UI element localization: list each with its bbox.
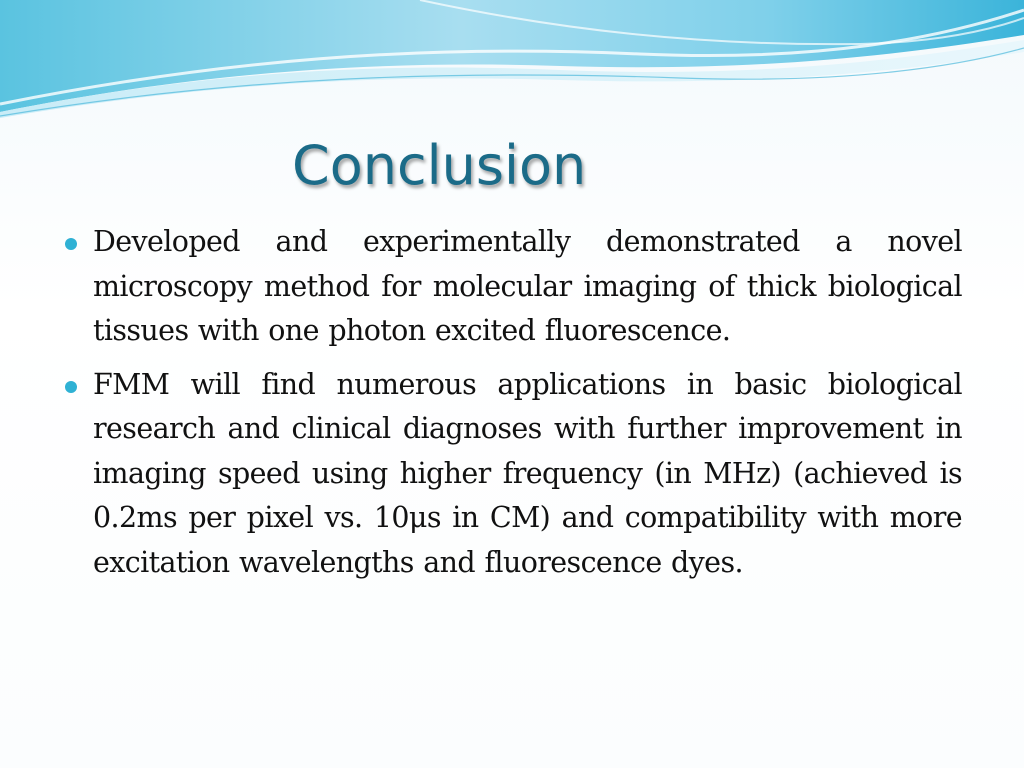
bullet-text: FMM will find numerous applications in basic biological research and clinical diagnoses with further improvement in imaging speed using higher frequency (in MHz) (achieved is 0.2ms per pixel vs. 10μs in CM) and compatibility with more excitation wavelengths and fluorescence dyes. bbox=[93, 367, 962, 579]
bullet-dot-icon bbox=[65, 381, 77, 393]
bullet-text: Developed and experimentally demonstrated a novel microscopy method for molecular imaging of thick biological tissues with one photon excited fluorescence. bbox=[93, 225, 962, 347]
bullet-list bbox=[62, 220, 962, 594]
bullet-item bbox=[62, 363, 962, 586]
slide-title: Conclusion bbox=[292, 134, 587, 197]
bullet-dot-icon bbox=[65, 238, 77, 250]
header-wave-decoration bbox=[0, 0, 1024, 130]
bullet-item bbox=[62, 220, 962, 354]
